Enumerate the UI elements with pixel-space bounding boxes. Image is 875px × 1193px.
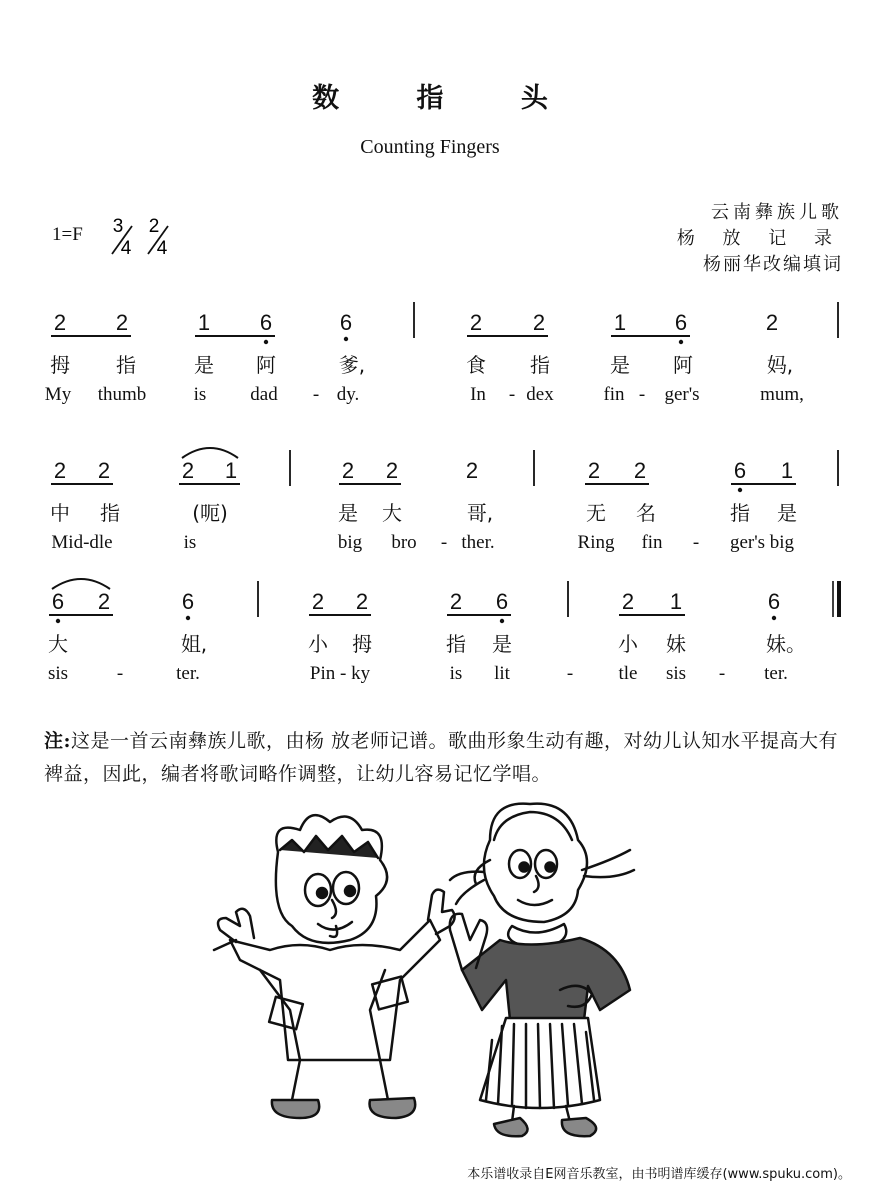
song-subtitle: Counting Fingers <box>360 136 500 158</box>
octave-dot-below <box>772 616 776 620</box>
lyric-chinese: 阿 <box>256 353 276 377</box>
lyric-english: bro <box>391 532 417 553</box>
lyric-english: Pin - ky <box>309 663 371 684</box>
lyric-chinese: 妹。 <box>766 632 806 656</box>
lyric-chinese: 小 <box>308 632 328 656</box>
annotation-note <box>44 725 844 791</box>
lyric-english: dex <box>526 384 554 405</box>
note-digit: 2 <box>469 310 483 335</box>
song-title: 数 指 头 <box>312 83 582 114</box>
octave-dot-below <box>56 619 60 623</box>
octave-dot-below <box>186 616 190 620</box>
note-digit: 6 <box>51 589 65 614</box>
lyric-english: is <box>449 663 463 684</box>
lyric-chinese: 中 <box>50 501 70 525</box>
octave-dot-below <box>500 619 504 623</box>
lyric-chinese: 指 <box>446 632 466 656</box>
note-digit: 2 <box>587 458 601 483</box>
credit-lyricist: 杨丽华改编填词 <box>703 254 843 275</box>
note-digit: 2 <box>311 589 325 614</box>
note-text: 这是一首云南彝族儿歌，由杨 放老师记谱。歌曲形象生动有趣，对幼儿认知水平提高大有裨益，因此，编者将歌词略作调整，让幼儿容易记忆学唱。 <box>44 730 839 785</box>
lyric-english: ger's <box>664 384 700 405</box>
note-digit: 2 <box>115 310 129 335</box>
note-digit: 2 <box>341 458 355 483</box>
lyric-english: ter. <box>176 663 200 684</box>
note-digit: 6 <box>181 589 195 614</box>
time-sig-1-bottom: 4 <box>120 238 132 259</box>
note-digit: 2 <box>355 589 369 614</box>
note-digit: 2 <box>532 310 546 335</box>
lyric-english: - <box>312 384 320 405</box>
lyric-chinese: 名 <box>636 501 656 525</box>
lyric-english: ter. <box>764 663 788 684</box>
lyric-english: Ring <box>577 532 615 553</box>
lyric-english: thumb <box>97 384 147 405</box>
note-digit: 1 <box>780 458 794 483</box>
slur <box>182 448 238 458</box>
note-digit: 1 <box>224 458 238 483</box>
note-digit: 2 <box>385 458 399 483</box>
lyric-chinese: 是 <box>338 501 358 525</box>
children-illustration <box>200 800 660 1140</box>
note-digit: 6 <box>339 310 353 335</box>
lyric-english: big <box>337 532 363 553</box>
lyric-english: - <box>566 663 574 684</box>
lyric-chinese: 大 <box>48 632 68 656</box>
lyric-chinese: 是 <box>194 353 214 377</box>
lyric-english: ger's big <box>729 532 795 553</box>
note-digit: 2 <box>621 589 635 614</box>
lyric-chinese: 食 <box>466 353 486 377</box>
lyric-english: My <box>44 384 72 405</box>
note-digit: 2 <box>53 458 67 483</box>
lyric-english: - <box>692 532 700 553</box>
lyric-chinese: 妈, <box>766 353 794 377</box>
key-label: 1=F <box>52 224 83 245</box>
lyric-chinese: 拇 <box>352 632 372 656</box>
lyric-chinese: 指 <box>100 501 120 525</box>
credit-recorder: 杨 放 记 录 <box>676 228 843 249</box>
lyric-chinese: 指 <box>730 501 750 525</box>
lyric-chinese: 拇 <box>50 353 70 377</box>
lyric-english: Mid-dle <box>51 532 113 553</box>
lyric-english: sis <box>47 663 69 684</box>
lyric-english: In <box>470 384 486 405</box>
note-digit: 6 <box>674 310 688 335</box>
lyric-chinese: 小 <box>618 632 638 656</box>
slur <box>52 579 110 589</box>
note-digit: 1 <box>613 310 627 335</box>
note-digit: 1 <box>197 310 211 335</box>
lyric-english: fin <box>603 384 625 405</box>
note-digit: 2 <box>465 458 479 483</box>
lyric-english: is <box>183 532 197 553</box>
lyric-chinese: 爹, <box>338 353 366 377</box>
lyric-english: - <box>440 532 448 553</box>
lyric-chinese: 是 <box>777 501 797 525</box>
time-sig-2-bottom: 4 <box>156 238 168 259</box>
lyric-chinese: 指 <box>530 353 550 377</box>
lyric-english: - <box>508 384 516 405</box>
note-digit: 2 <box>765 310 779 335</box>
lyric-chinese: 是 <box>610 353 630 377</box>
lyric-chinese: 大 <box>382 501 402 525</box>
lyric-english: - <box>116 663 124 684</box>
octave-dot-below <box>344 337 348 341</box>
boy-figure <box>214 815 455 1118</box>
lyric-english: dad <box>250 384 278 405</box>
note-digit: 6 <box>767 589 781 614</box>
note-digit: 2 <box>633 458 647 483</box>
time-sig-1-top: 3 <box>112 216 124 237</box>
lyric-english: mum, <box>760 384 804 405</box>
lyric-english: tle <box>618 663 638 684</box>
note-digit: 2 <box>449 589 463 614</box>
note-label: 注: <box>44 730 72 752</box>
lyric-english: ther. <box>461 532 495 553</box>
note-digit: 6 <box>495 589 509 614</box>
note-digit: 2 <box>97 589 111 614</box>
lyric-chinese: 姐, <box>180 632 208 656</box>
octave-dot-below <box>264 340 268 344</box>
lyric-chinese: 阿 <box>673 353 693 377</box>
note-digit: 2 <box>97 458 111 483</box>
lyric-chinese: 妹 <box>666 632 686 656</box>
octave-dot-below <box>738 488 742 492</box>
note-digit: 2 <box>181 458 195 483</box>
lyric-english: lit <box>494 663 510 684</box>
lyric-chinese: (呃) <box>192 501 228 525</box>
lyric-english: - <box>718 663 726 684</box>
girl-figure <box>450 804 634 1137</box>
lyric-english: fin <box>641 532 663 553</box>
lyric-chinese: 是 <box>492 632 512 656</box>
source-footer: 本乐谱收录自E网音乐教室，由书明谱库缓存(www.spuku.com)。 <box>467 1167 851 1182</box>
note-digit: 6 <box>733 458 747 483</box>
lyric-chinese: 无 <box>586 501 606 525</box>
lyric-english: dy. <box>336 384 360 405</box>
credit-origin: 云南彝族儿歌 <box>711 202 843 223</box>
time-sig-2-top: 2 <box>148 216 160 237</box>
note-digit: 1 <box>669 589 683 614</box>
lyric-english: is <box>193 384 207 405</box>
lyric-english: - <box>638 384 646 405</box>
lyric-chinese: 哥, <box>466 501 494 525</box>
lyric-chinese: 指 <box>116 353 136 377</box>
lyric-english: sis <box>665 663 687 684</box>
note-digit: 6 <box>259 310 273 335</box>
note-digit: 2 <box>53 310 67 335</box>
octave-dot-below <box>679 340 683 344</box>
